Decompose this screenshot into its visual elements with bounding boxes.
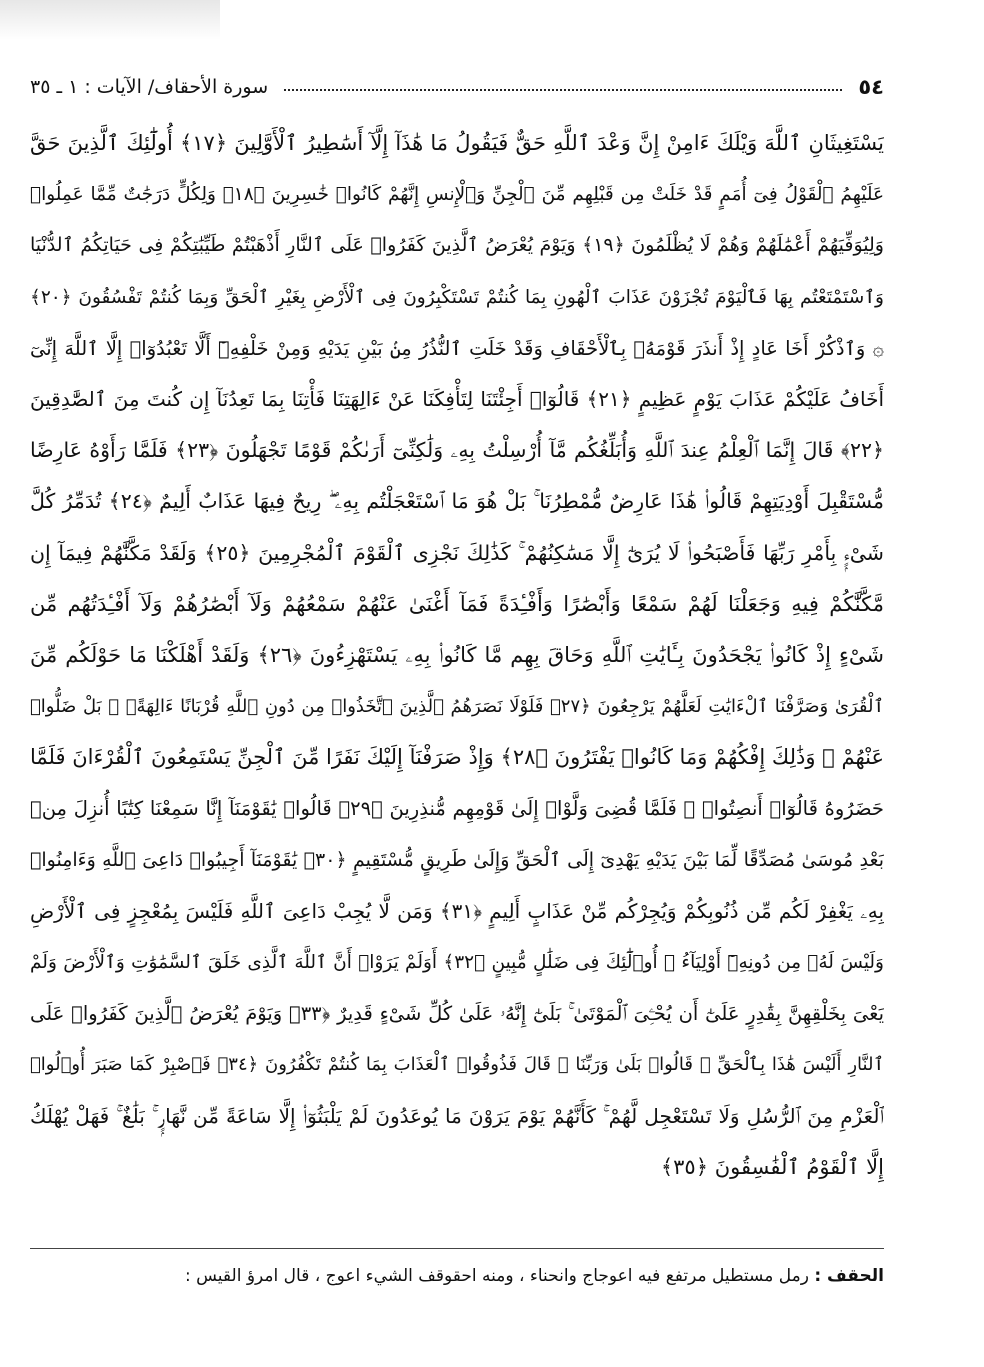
- verse-line: ٱلْعَزْمِ مِنَ ٱلرُّسُلِ وَلَا تَسْتَعْجِل لَّهُمْ ۚ كَأَنَّهُمْ يَوْمَ يَرَوْنَ مَا يُوعَدُونَ لَمْ يَلْبَثُوٓا۟ إِلَّا سَاعَةً مِّن نَّهَارٍۭ ۚ بَلَٰغٌ ۚ فَهَلْ يُهْلَكُ: [30, 1103, 884, 1128]
- running-header: [30, 70, 884, 104]
- verse-line: أَخَافُ عَلَيْكُمْ عَذَابَ يَوْمٍ عَظِيمٍ ﴿٢١﴾ قَالُوٓا۟ أَجِئْتَنَا لِتَأْفِكَنَا عَنْ ءَالِهَتِنَا فَأْتِنَا بِمَا تَعِدُنَآ إِن كُنتَ مِنَ ٱلصَّٰدِقِينَ: [30, 386, 884, 411]
- verse-line: عَنْهُمْ ۚ وَذَٰلِكَ إِفْكُهُمْ وَمَا كَانُوا۟ يَفْتَرُونَ ﴿٢٨﴾ وَإِذْ صَرَفْنَآ إِلَيْكَ نَفَرًا مِّنَ ٱلْجِنِّ يَسْتَمِعُونَ ٱلْقُرْءَانَ فَلَمَّا: [30, 745, 884, 770]
- verse-line: وَٱسْتَمْتَعْتُم بِهَا فَٱلْيَوْمَ تُجْزَوْنَ عَذَابَ ٱلْهُونِ بِمَا كُنتُمْ تَسْتَكْبِرُونَ فِى ٱلْأَرْضِ بِغَيْرِ ٱلْحَقِّ وَبِمَا كُنتُمْ تَفْسُقُونَ ﴿٢٠﴾: [30, 286, 884, 308]
- verse-line: وَلَيْسَ لَهُۥ مِن دُونِهِۦٓ أَوْلِيَآءُ ۚ أُو۟لَٰٓئِكَ فِى ضَلَٰلٍ مُّبِينٍ ﴿٣٢﴾ أَوَلَمْ يَرَوْا۟ أَنَّ ٱللَّهَ ٱلَّذِى خَلَقَ ٱلسَّمَٰوَٰتِ وَٱلْأَرْضَ وَلَمْ: [30, 952, 884, 973]
- verse-line: عَلَيْهِمُ ٱلْقَوْلُ فِىٓ أُمَمٍ قَدْ خَلَتْ مِن قَبْلِهِم مِّنَ ٱلْجِنِّ وَٱلْإِنسِ إِنَّهُمْ كَانُوا۟ خَٰسِرِينَ ﴿١٨﴾ وَلِكُلٍّ دَرَجَٰتٌ مِّمَّا عَمِلُوا۟: [30, 184, 884, 206]
- verse-line: مَّكَّنَّٰكُمْ فِيهِ وَجَعَلْنَا لَهُمْ سَمْعًا وَأَبْصَٰرًا وَأَفْـِٔدَةً فَمَآ أَغْنَىٰ عَنْهُمْ سَمْعُهُمْ وَلَآ أَبْصَٰرُهُمْ وَلَآ أَفْـِٔدَتُهُم مِّن: [30, 591, 884, 616]
- footnote: [30, 1262, 884, 1290]
- verse-line: بَعْدِ مُوسَىٰ مُصَدِّقًا لِّمَا بَيْنَ يَدَيْهِ يَهْدِىٓ إِلَى ٱلْحَقِّ وَإِلَىٰ طَرِيقٍ مُّسْتَقِيمٍ ﴿٣٠﴾ يَٰقَوْمَنَآ أَجِيبُوا۟ دَاعِىَ ٱللَّهِ وَءَامِنُوا۟: [30, 848, 884, 871]
- footnote-term: الحقف :: [814, 1266, 884, 1286]
- header-dot-leader: [284, 89, 842, 91]
- verse-line: يَعْىَ بِخَلْقِهِنَّ بِقَٰدِرٍ عَلَىٰٓ أَن يُحْـِۧىَ ٱلْمَوْتَىٰ ۚ بَلَىٰٓ إِنَّهُۥ عَلَىٰ كُلِّ شَىْءٍ قَدِيرٌ ﴿٣٣﴾ وَيَوْمَ يُعْرَضُ ٱلَّذِينَ كَفَرُوا۟ عَلَى: [30, 1002, 884, 1026]
- verse-line: شَىْءٍ إِذْ كَانُوا۟ يَجْحَدُونَ بِـَٔايَٰتِ ٱللَّهِ وَحَاقَ بِهِم مَّا كَانُوا۟ بِهِۦ يَسْتَهْزِءُونَ ﴿٢٦﴾ وَلَقَدْ أَهْلَكْنَا مَا حَوْلَكُم مِّنَ: [30, 642, 884, 667]
- verse-text-block: [30, 118, 884, 1193]
- footnote-text: رمل مستطيل مرتفع فيه اعوجاج وانحناء ، ومنه احقوقف الشيء اعوج ، قال امرؤ القيس :: [185, 1266, 809, 1286]
- verse-line: وَلِيُوَفِّيَهُمْ أَعْمَٰلَهُمْ وَهُمْ لَا يُظْلَمُونَ ﴿١٩﴾ وَيَوْمَ يُعْرَضُ ٱلَّذِينَ كَفَرُوا۟ عَلَى ٱلنَّارِ أَذْهَبْتُمْ طَيِّبَٰتِكُمْ فِى حَيَاتِكُمُ ٱلدُّنْيَا: [30, 234, 884, 257]
- verse-line: شَىْءٍۭ بِأَمْرِ رَبِّهَا فَأَصْبَحُوا۟ لَا يُرَىٰٓ إِلَّا مَسَٰكِنُهُمْ ۚ كَذَٰلِكَ نَجْزِى ٱلْقَوْمَ ٱلْمُجْرِمِينَ ﴿٢٥﴾ وَلَقَدْ مَكَّنَّٰهُمْ فِيمَآ إِن: [30, 540, 884, 565]
- verse-line: ٱلْقُرَىٰ وَصَرَّفْنَا ٱلْءَايَٰتِ لَعَلَّهُمْ يَرْجِعُونَ ﴿٢٧﴾ فَلَوْلَا نَصَرَهُمُ ٱلَّذِينَ ٱتَّخَذُوا۟ مِن دُونِ ٱللَّهِ قُرْبَانًا ءَالِهَةًۢ ۖ بَلْ ضَلُّوا۟: [30, 696, 884, 718]
- surah-title: سورة الأحقاف/ الآيات : ١ ـ ٣٥: [30, 76, 269, 98]
- scan-edge-shadow: [0, 0, 220, 40]
- footnote-divider: [30, 1248, 884, 1249]
- verse-line: ﴿٢٢﴾ قَالَ إِنَّمَا ٱلْعِلْمُ عِندَ ٱللَّهِ وَأُبَلِّغُكُم مَّآ أُرْسِلْتُ بِهِۦ وَلَٰكِنِّىٓ أَرَىٰكُمْ قَوْمًا تَجْهَلُونَ ﴿٢٣﴾ فَلَمَّا رَأَوْهُ عَارِضًا: [30, 438, 884, 463]
- verse-line: إِلَّا ٱلْقَوْمُ ٱلْفَٰسِقُونَ ﴿٣٥﴾: [660, 1154, 884, 1179]
- verse-line: بِهِۦ يَغْفِرْ لَكُم مِّن ذُنُوبِكُمْ وَيُجِرْكُم مِّنْ عَذَابٍ أَلِيمٍ ﴿٣١﴾ وَمَن لَّا يُجِبْ دَاعِىَ ٱللَّهِ فَلَيْسَ بِمُعْجِزٍ فِى ٱلْأَرْضِ: [30, 898, 884, 923]
- verse-line: ٱلنَّارِ أَلَيْسَ هَٰذَا بِٱلْحَقِّ ۖ قَالُوا۟ بَلَىٰ وَرَبِّنَا ۚ قَالَ فَذُوقُوا۟ ٱلْعَذَابَ بِمَا كُنتُمْ تَكْفُرُونَ ﴿٣٤﴾ فَٱصْبِرْ كَمَا صَبَرَ أُو۟لُوا۟: [30, 1054, 884, 1076]
- verse-line: حَضَرُوهُ قَالُوٓا۟ أَنصِتُوا۟ ۖ فَلَمَّا قُضِىَ وَلَّوْا۟ إِلَىٰ قَوْمِهِم مُّنذِرِينَ ﴿٢٩﴾ قَالُوا۟ يَٰقَوْمَنَآ إِنَّا سَمِعْنَا كِتَٰبًا أُنزِلَ مِنۢ: [30, 797, 884, 821]
- verse-line: ۞ وَٱذْكُرْ أَخَا عَادٍ إِذْ أَنذَرَ قَوْمَهُۥ بِٱلْأَحْقَافِ وَقَدْ خَلَتِ ٱلنُّذُرُ مِنۢ بَيْنِ يَدَيْهِ وَمِنْ خَلْفِهِۦٓ أَلَّا تَعْبُدُوٓا۟ إِلَّا ٱللَّهَ إِنِّىٓ: [30, 336, 884, 360]
- page-number: ٥٤: [858, 75, 884, 99]
- verse-line: يَسْتَغِيثَانِ ٱللَّهَ وَيْلَكَ ءَامِنْ إِنَّ وَعْدَ ٱللَّهِ حَقٌّ فَيَقُولُ مَا هَٰذَآ إِلَّآ أَسَٰطِيرُ ٱلْأَوَّلِينَ ﴿١٧﴾ أُولَٰٓئِكَ ٱلَّذِينَ حَقَّ: [30, 131, 884, 155]
- verse-line: مُّسْتَقْبِلَ أَوْدِيَتِهِمْ قَالُوا۟ هَٰذَا عَارِضٌ مُّمْطِرُنَا ۚ بَلْ هُوَ مَا ٱسْتَعْجَلْتُم بِهِۦ ۖ رِيحٌ فِيهَا عَذَابٌ أَلِيمٌ ﴿٢٤﴾ تُدَمِّرُ كُلَّ: [30, 489, 884, 514]
